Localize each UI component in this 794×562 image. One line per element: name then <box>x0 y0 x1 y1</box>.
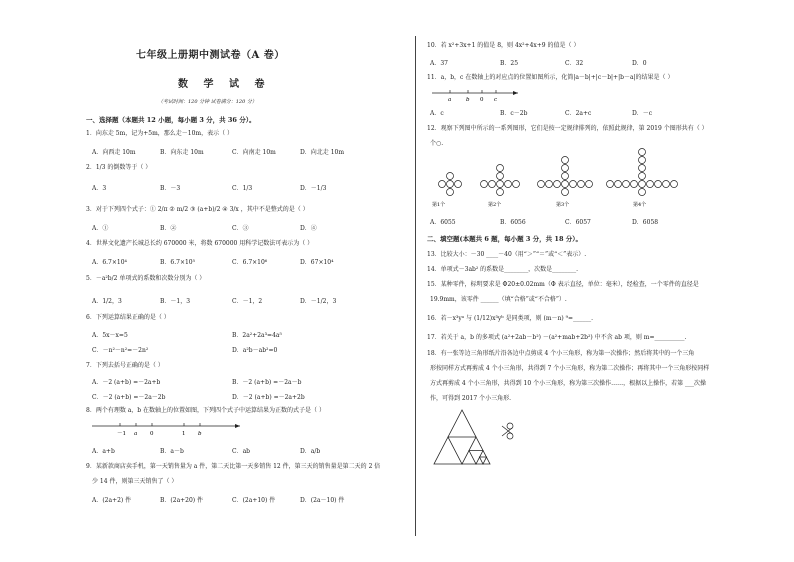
section-2-heading: 二、填空题(本题共 6 题，每小题 3 分，共 18 分）。 <box>427 235 582 243</box>
q7-text: 7．下列去括号正确的是（ ） <box>86 362 164 369</box>
q1-opt-d: D．向北走 10m <box>300 149 345 156</box>
q8-label-1: 1 <box>182 431 186 437</box>
q12-figure-2-label: 第2个 <box>488 202 502 208</box>
q11-text: 11．a，b，c 在数轴上的对应点的位置如图所示，化简|a－b|+|c－b|+|b－a|的结果是（ ） <box>427 74 674 81</box>
q15-text-line2: 19.9mm，该零件 ______（填“合格”或“不合格”）. <box>430 296 567 303</box>
q9-text-line2: 少 14 件，则第三天销售了（ ） <box>92 478 178 485</box>
q8-number-line <box>92 420 242 440</box>
q6-opt-c: C．－n²－n²=－2n² <box>92 347 149 354</box>
q8-opt-d: D．a/b <box>300 448 321 455</box>
page-subtitle: 数 学 试 卷 <box>178 79 271 90</box>
q11-label-a: a <box>448 97 452 103</box>
q3-opt-c: C．③ <box>232 225 249 232</box>
q10-text: 10．若 x²+3x+1 的值是 8，则 4x²+4x+9 的值是（ ） <box>427 42 580 49</box>
q11-opt-a: A．c <box>430 110 444 117</box>
scissors-icon <box>502 423 513 439</box>
q11-label-0: 0 <box>480 97 484 103</box>
exam-meta: （考试时间：120 分钟 试卷满分：120 分） <box>158 99 257 105</box>
q9-text: 9．某新款商店卖手机，第一天销售量为 a 件，第二天比第一天多销售 12 件，第三天的销售量是第二天的 2 倍 <box>86 463 381 470</box>
q12-figure-4-label: 第4个 <box>633 202 647 208</box>
q18-tiny-triangle <box>480 457 487 464</box>
q10-opt-a: A．37 <box>430 60 448 67</box>
q12-circle-figures <box>430 150 690 212</box>
q4-opt-d: D．67×10⁴ <box>300 259 334 266</box>
page-title: 七年级上册期中测试卷（A 卷） <box>136 50 285 61</box>
q4-opt-c: C．6.7×10⁶ <box>232 259 268 266</box>
section-1-heading: 一、选择题（本题共 12 小题，每小题 3 分，共 36 分）。 <box>86 116 256 124</box>
q1-opt-a: A．向西走 10m <box>92 149 136 156</box>
q8-opt-a: A．a+b <box>92 448 115 455</box>
q8-label-a: a <box>134 431 138 437</box>
q9-opt-c: C．(2a+10) 件 <box>232 497 276 504</box>
q4-opt-a: A．6.7×10⁴ <box>92 259 127 266</box>
q8-text: 8．两个有理数 a，b 在数轴上的位置如图，下列四个式子中运算结果为正数的式子是（ ） <box>86 407 325 414</box>
q3-opt-a: A．① <box>92 225 109 232</box>
q11-axis-arrow <box>513 91 518 95</box>
q9-opt-d: D．(2a－10) 件 <box>300 497 345 504</box>
q6-opt-b: B．2a²+2a³=4a⁵ <box>232 332 282 339</box>
q5-opt-b: B．－1，3 <box>160 298 191 305</box>
q3-opt-b: B．② <box>160 225 177 232</box>
q7-opt-b: B．－2 (a+b) =－2a－b <box>232 379 302 386</box>
q14-text: 14．单项式－3ab² 的系数是________，次数是________. <box>427 266 579 273</box>
q3-text: 3．对于下列四个式子：① 2/π ② m/2 ③ (a+b)/2 ④ 3/x ，其中不是整式的是（ ） <box>86 206 309 213</box>
q2-opt-a: A．3 <box>92 185 107 192</box>
q12-figure-3-label: 第3个 <box>556 202 570 208</box>
q18-line-2: 形按同样方式再剪成 4 个小三角形，共得到 7 个小三角形，称为第二次操作；再将其中一个三角形按同样 <box>430 365 710 372</box>
q8-opt-c: C．ab <box>232 448 251 455</box>
q5-opt-a: A．1/2，3 <box>92 298 122 305</box>
q12-figure-4 <box>607 149 678 196</box>
q12-text: 12．观察下列图中所示的一系列图形，它们是按一定规律排列的，依照此规律，第 2019 个图形共有（ ） <box>427 125 708 132</box>
q8-axis-arrow <box>235 424 240 428</box>
q12-opt-d: D．6058 <box>632 219 659 226</box>
q5-opt-c: C．－1，2 <box>232 298 263 305</box>
q12-opt-a: A．6055 <box>430 219 456 226</box>
q8-label-b: b <box>198 431 202 437</box>
q4-opt-b: B．6.7×10⁵ <box>160 259 196 266</box>
q11-opt-d: D．－c <box>632 110 653 117</box>
q4-text: 4．世界文化遗产长城总长约 670000 米，将数 670000 用科学记数法可表示为（ ） <box>86 240 314 247</box>
q10-opt-d: D．0 <box>632 60 647 67</box>
q8-label-neg1: －1 <box>117 431 126 437</box>
q1-opt-c: C．向南走 10m <box>232 149 276 156</box>
q7-opt-d: D．－2 (a+b) =－2a+2b <box>232 394 305 401</box>
q5-opt-d: D．－1/2，3 <box>300 298 337 305</box>
q1-text: 1．向东走 5m，记为+5m，那么走－10m，表示（ ） <box>86 130 233 137</box>
q10-opt-b: B．25 <box>500 60 519 67</box>
q12-figure-1-label: 第1个 <box>432 202 446 208</box>
q9-opt-a: A．(2a+2) 件 <box>92 497 132 504</box>
q18-line-1: 18．有一张等边三角形纸片沿各边中点剪成 4 个小三角形，称为第一次操作；然后将其中的一个三角 <box>427 350 695 357</box>
q18-line-4: 作，可得到 2017 个小三角形. <box>430 395 511 402</box>
q11-label-b: b <box>466 97 470 103</box>
q12-figure-2 <box>481 165 520 196</box>
q15-text: 15．某种零件，标明要求是 Φ20±0.02mm（Φ 表示直径，单位：毫米），经检查，一个零件的直径是 <box>427 281 699 288</box>
q12-opt-b: B．6056 <box>500 219 526 226</box>
q11-opt-b: B．c－2b <box>500 110 528 117</box>
q18-triangle-figure <box>432 408 522 468</box>
q5-text: 5．－a²b/2 单项式的系数和次数分别为（ ） <box>86 275 206 282</box>
q12-figure-3 <box>538 157 593 196</box>
q8-label-0: 0 <box>150 431 154 437</box>
q2-text: 2．1/3 的倒数等于（ ） <box>86 164 152 171</box>
q2-opt-d: D．－1/3 <box>300 185 327 192</box>
q10-opt-c: C．32 <box>565 60 584 67</box>
q11-number-line <box>432 88 522 104</box>
q12-opt-c: C．6057 <box>565 219 591 226</box>
q11-opt-c: C．2a+c <box>565 110 592 117</box>
q13-text: 13．比较大小：－30 ____－40（用“＞”“＝”或“＜”表示）. <box>427 251 587 258</box>
q1-opt-b: B．向东走 10m <box>160 149 204 156</box>
q8-opt-b: B．a－b <box>160 448 184 455</box>
q6-opt-a: A．5x－x=5 <box>92 332 128 339</box>
q12-figure-1 <box>439 173 462 196</box>
q7-opt-a: A．－2 (a+b) =－2a+b <box>92 379 161 386</box>
q7-opt-c: C．－2 (a+b) =－2a－2b <box>92 394 166 401</box>
q12-text-line2: 个○. <box>430 140 444 147</box>
q6-text: 6．下列运算结果正确的是（ ） <box>86 314 170 321</box>
q2-opt-b: B．－3 <box>160 185 181 192</box>
q17-text: 17．若关于 a，b 的多项式 (a²+2ab－b²) －(a²+mab+2b²) 中不含 ab 项，则 m=__________. <box>427 334 687 341</box>
q9-opt-b: B．(2a+20) 件 <box>160 497 204 504</box>
q16-text: 16．若－x³yᵃ 与 (1/12)x³yᵇ 是同类项，则 (m－n) ⁹=______. <box>427 315 593 322</box>
q18-line-3: 方式再剪成 4 个小三角形，共得到 10 个小三角形，称为第三次操作……，根据以上操作，若第 ___次操 <box>430 380 706 387</box>
q3-opt-d: D．④ <box>300 225 317 232</box>
q2-opt-c: C．1/3 <box>232 185 253 192</box>
column-divider <box>415 36 416 536</box>
q11-label-c: c <box>494 97 498 103</box>
q6-opt-d: D．a²b－ab²=0 <box>232 347 278 354</box>
